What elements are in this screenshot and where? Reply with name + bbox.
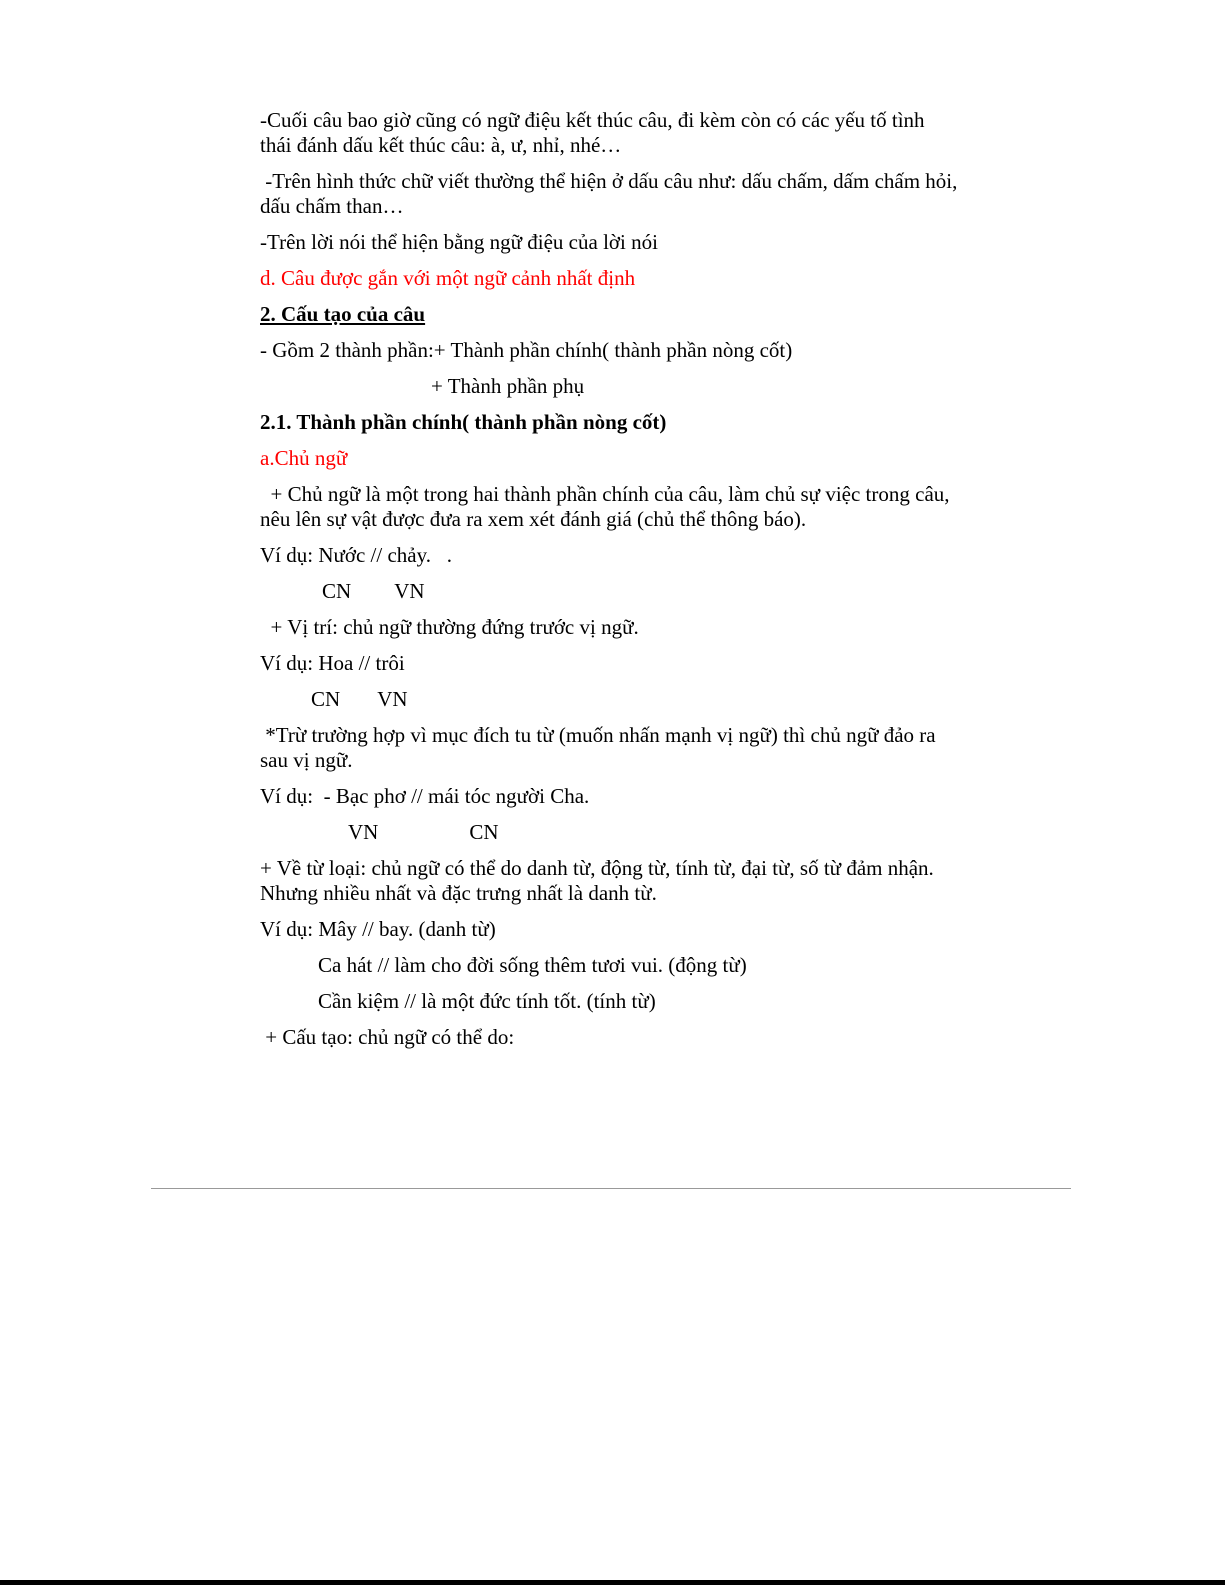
paragraph: + Thành phần phụ xyxy=(431,374,585,398)
red-subheading: d. Câu được gắn với một ngữ cảnh nhất định xyxy=(260,266,636,290)
paragraph: -Trên hình thức chữ viết thường thể hiện ở dấu câu như: dấu chấm, dấm chấm hỏi, dấu chấm than… xyxy=(260,169,963,218)
page-divider xyxy=(151,1188,1071,1189)
paragraph: + Cấu tạo: chủ ngữ có thể do: xyxy=(260,1025,515,1049)
paragraph: + Vị trí: chủ ngữ thường đứng trước vị ngữ. xyxy=(260,615,639,639)
document-body xyxy=(260,108,963,1061)
subsection-heading: 2.1. Thành phần chính( thành phần nòng cốt) xyxy=(260,410,667,434)
paragraph: -Trên lời nói thể hiện bằng ngữ điệu của lời nói xyxy=(260,230,658,254)
section-heading: 2. Cấu tạo của câu xyxy=(260,302,426,326)
example-labels xyxy=(260,820,960,845)
paragraph: -Cuối câu bao giờ cũng có ngữ điệu kết thúc câu, đi kèm còn có các yếu tố tình thái đánh dấu kết thúc câu: à, ư, nhỉ, nhé… xyxy=(260,108,930,157)
label-vn: VN xyxy=(348,820,379,844)
red-subheading: a.Chủ ngữ xyxy=(260,446,348,470)
example-line: Cần kiệm // là một đức tính tốt. (tính từ) xyxy=(318,989,656,1013)
paragraph: + Chủ ngữ là một trong hai thành phần chính của câu, làm chủ sự việc trong câu, nêu lên sự vật được đưa ra xem xét đánh giá (chủ thể thông báo). xyxy=(260,482,955,531)
paragraph: + Về từ loại: chủ ngữ có thể do danh từ, động từ, tính từ, đại từ, số từ đảm nhận. Nhưng nhiều nhất và đặc trưng nhất là danh từ. xyxy=(260,856,940,905)
label-vn: VN xyxy=(377,687,408,711)
label-vn: VN xyxy=(394,579,425,603)
example-line: Ví dụ: Nước // chảy. . xyxy=(260,543,453,567)
example-labels xyxy=(260,687,960,712)
example-line: Ca hát // làm cho đời sống thêm tươi vui. (động từ) xyxy=(318,953,747,977)
label-cn: CN xyxy=(322,579,352,603)
label-cn: CN xyxy=(469,820,499,844)
example-line: Ví dụ: Mây // bay. (danh từ) xyxy=(260,917,496,941)
example-labels xyxy=(260,579,960,604)
bottom-border xyxy=(0,1580,1225,1585)
paragraph: - Gồm 2 thành phần:+ Thành phần chính( thành phần nòng cốt) xyxy=(260,338,793,362)
example-line: Ví dụ: - Bạc phơ // mái tóc người Cha. xyxy=(260,784,590,808)
paragraph: *Trừ trường hợp vì mục đích tu từ (muốn nhấn mạnh vị ngữ) thì chủ ngữ đảo ra sau vị ngữ. xyxy=(260,723,941,772)
label-cn: CN xyxy=(311,687,341,711)
example-line: Ví dụ: Hoa // trôi xyxy=(260,651,405,675)
